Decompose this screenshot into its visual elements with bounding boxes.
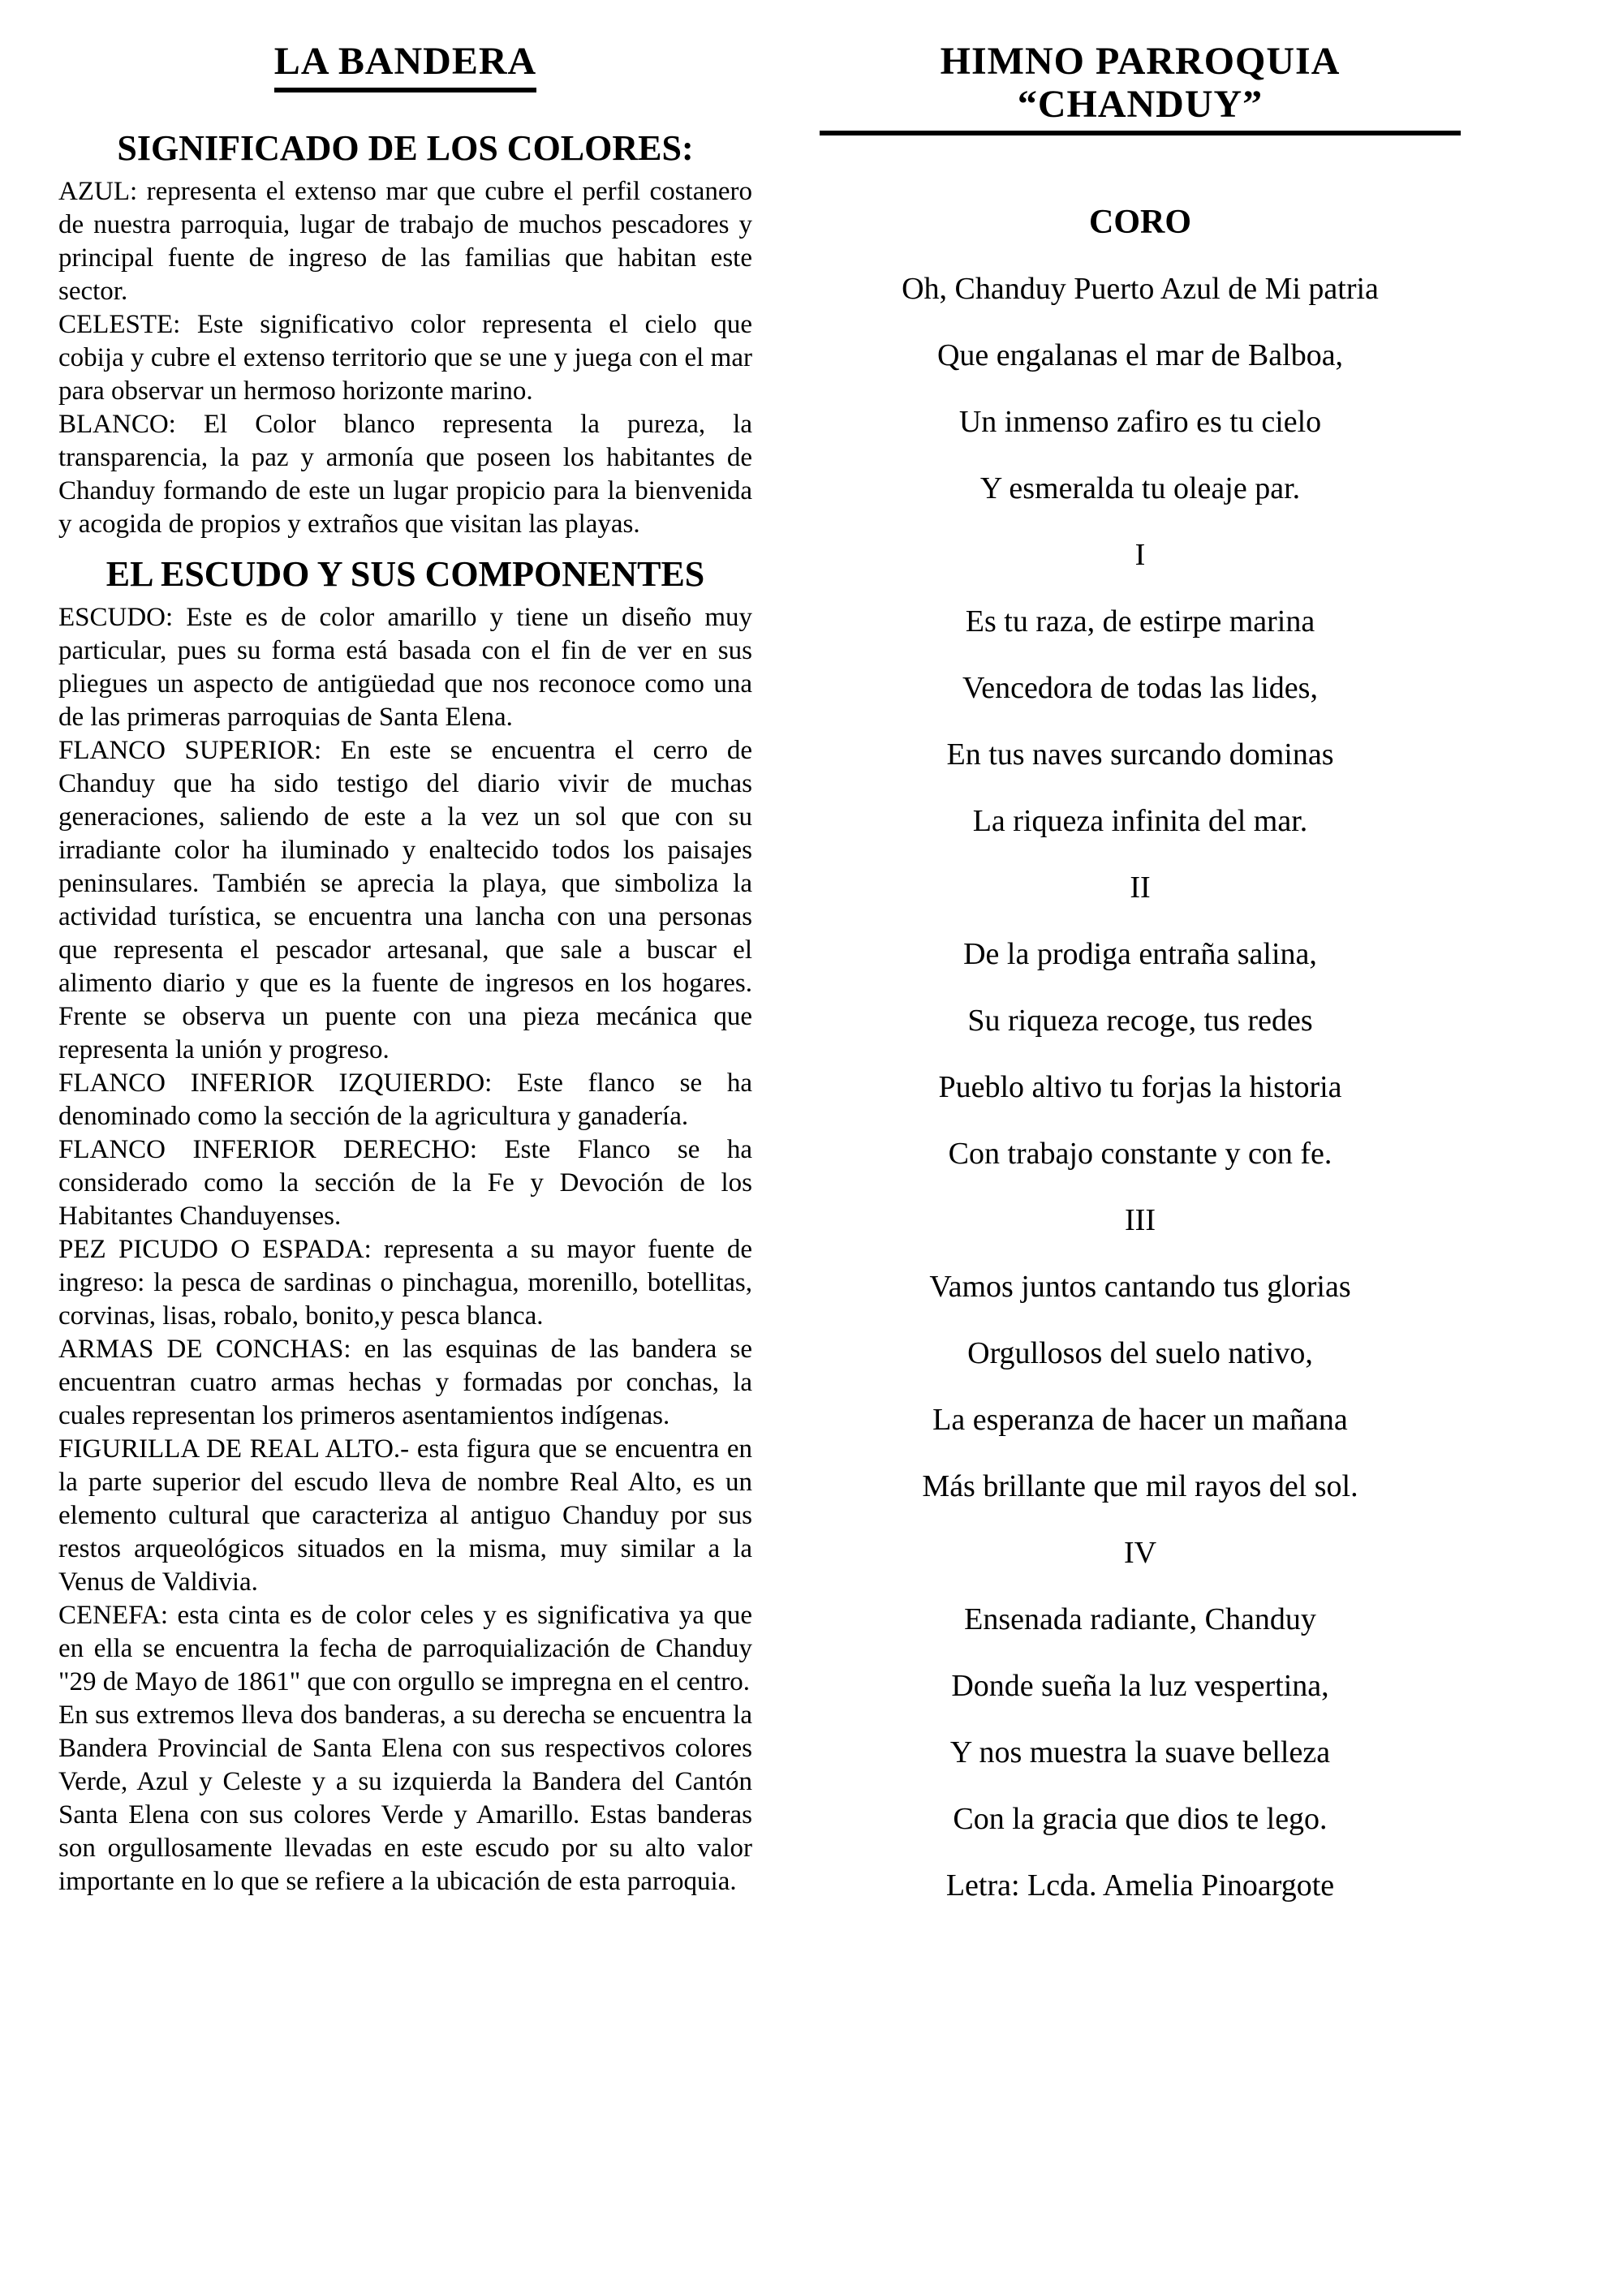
left-title xyxy=(58,41,752,92)
paragraph-azul: AZUL: representa el extenso mar que cubre el perfil costanero de nuestra parroquia, lugar de trabajo de muchos pescadores y principal fuente de ingreso de las familias que habitan este sector. xyxy=(58,176,752,306)
hymn-line: Su riqueza recoge, tus redes xyxy=(967,1003,1313,1038)
paragraph-cenefa: CENEFA: esta cinta es de color celes y es significativa ya que en ella se encuentra la fecha de parroquialización de Chanduy "29 de Mayo de 1861" que con orgullo se impregna en el centro. xyxy=(58,1601,752,1697)
hymn-line: Es tu raza, de estirpe marina xyxy=(965,604,1315,638)
right-title xyxy=(820,41,1461,135)
hymn-body xyxy=(820,189,1461,1919)
right-column xyxy=(820,0,1461,1919)
left-column xyxy=(58,0,752,1898)
hymn-line: Ensenada radiante, Chanduy xyxy=(964,1602,1316,1636)
hymn-line: Un inmenso zafiro es tu cielo xyxy=(958,404,1322,439)
hymn-line: Con la gracia que dios te lego. xyxy=(953,1801,1328,1836)
paragraph-extremos-banderas: En sus extremos lleva dos banderas, a su derecha se encuentra la Bandera Provincial de Santa Elena con sus respectivos colores Verde, Azul y Celeste y a su izquierda la Bandera del Cantón Santa Elena con sus colores Verde y Amarillo. Estas banderas son orgullosamente llevadas en este escudo por su alto valor importante en lo que se refiere a la ubicación de esta parroquia. xyxy=(58,1701,752,1897)
hymn-line: Vencedora de todas las lides, xyxy=(962,670,1318,705)
hymn-line: En tus naves surcando dominas xyxy=(946,737,1334,772)
colors-section-heading: SIGNIFICADO DE LOS COLORES: xyxy=(117,127,694,168)
hymn-credit-line: Letra: Lcda. Amelia Pinoargote xyxy=(945,1868,1335,1903)
paragraph-armas-de-conchas: ARMAS DE CONCHAS: en las esquinas de las bandera se encuentran cuatro armas hechas y formadas por conchas, la cuales representan los primeros asentamientos indígenas. xyxy=(58,1335,752,1431)
paragraph-flanco-superior: FLANCO SUPERIOR: En este se encuentra el cerro de Chanduy que ha sido testigo del diario vivir de muchas generaciones, saliendo de este a la vez un sol que con su irradiante color ha iluminado y enaltecido todos los paisajes peninsulares. También se aprecia la playa, que simboliza la actividad turística, se encuentra una lancha con una personas que representa el pescador artesanal, que sale a buscar el alimento diario y que es la fuente de ingresos en los hogares. Frente se observa un puente con una pieza mecánica que representa la unión y progreso. xyxy=(58,736,752,1065)
paragraph-figurilla-real-alto: FIGURILLA DE REAL ALTO.- esta figura que se encuentra en la parte superior del escudo lleva de nombre Real Alto, es un elemento cultural que caracteriza al antiguo Chanduy por sus restos arqueológicos situados en la misma, muy similar a la Venus de Valdivia. xyxy=(58,1434,752,1597)
right-title-text: HIMNO PARROQUIA “CHANDUY” xyxy=(820,41,1461,135)
hymn-line: La esperanza de hacer un mañana xyxy=(932,1402,1348,1437)
hymn-line: Que engalanas el mar de Balboa, xyxy=(936,338,1344,372)
hymn-line: Con trabajo constante y con fe. xyxy=(948,1136,1332,1171)
hymn-line: La riqueza infinita del mar. xyxy=(972,803,1308,838)
hymn-line: Vamos juntos cantando tus glorias xyxy=(929,1269,1351,1304)
stanza-numeral-3: III xyxy=(1125,1202,1156,1237)
hymn-line: Orgullosos del suelo nativo, xyxy=(967,1335,1313,1370)
paragraph-flanco-inferior-izquierdo: FLANCO INFERIOR IZQUIERDO: Este flanco se ha denominado como la sección de la agricultura y ganadería. xyxy=(58,1068,752,1132)
paragraph-blanco: BLANCO: El Color blanco representa la pureza, la transparencia, la paz y armonía que poseen los habitantes de Chanduy formando de este un lugar propicio para la bienvenida y acogida de propios y extraños que visitan las playas. xyxy=(58,409,752,539)
hymn-line: Donde sueña la luz vespertina, xyxy=(951,1668,1329,1703)
hymn-line: Pueblo altivo tu forjas la historia xyxy=(938,1069,1342,1104)
hymn-line: Oh, Chanduy Puerto Azul de Mi patria xyxy=(902,271,1379,306)
hymn-line: Y esmeralda tu oleaje par. xyxy=(979,471,1301,505)
stanza-numeral-2: II xyxy=(1130,870,1151,905)
stanza-numeral-4: IV xyxy=(1123,1535,1157,1570)
stanza-numeral-1: I xyxy=(1134,537,1146,572)
hymn-line: Más brillante que mil rayos del sol. xyxy=(922,1468,1358,1503)
escudo-section-heading: EL ESCUDO Y SUS COMPONENTES xyxy=(105,553,705,594)
paragraph-escudo: ESCUDO: Este es de color amarillo y tiene un diseño muy particular, pues su forma está basada con el fin de ver en sus pliegues un aspecto de antigüedad que nos reconoce como una de las primeras parroquias de Santa Elena. xyxy=(58,603,752,733)
paragraph-celeste: CELESTE: Este significativo color representa el cielo que cobija y cubre el extenso territorio que se une y juega con el mar para observar un hermoso horizonte marino. xyxy=(58,309,752,406)
hymn-line: Y nos muestra la suave belleza xyxy=(949,1735,1331,1769)
paragraph-flanco-inferior-derecho: FLANCO INFERIOR DERECHO: Este Flanco se ha considerado como la sección de la Fe y Devoción de los Habitantes Chanduyenses. xyxy=(58,1135,752,1232)
hymn-line: De la prodiga entraña salina, xyxy=(963,936,1317,971)
left-title-text: LA BANDERA xyxy=(274,41,536,92)
paragraph-pez-picudo: PEZ PICUDO O ESPADA: representa a su mayor fuente de ingreso: la pesca de sardinas o pinchagua, morenillo, botellitas, corvinas, lisas, robalo, bonito,y pesca blanca. xyxy=(58,1235,752,1331)
coro-heading: CORO xyxy=(1089,203,1191,241)
